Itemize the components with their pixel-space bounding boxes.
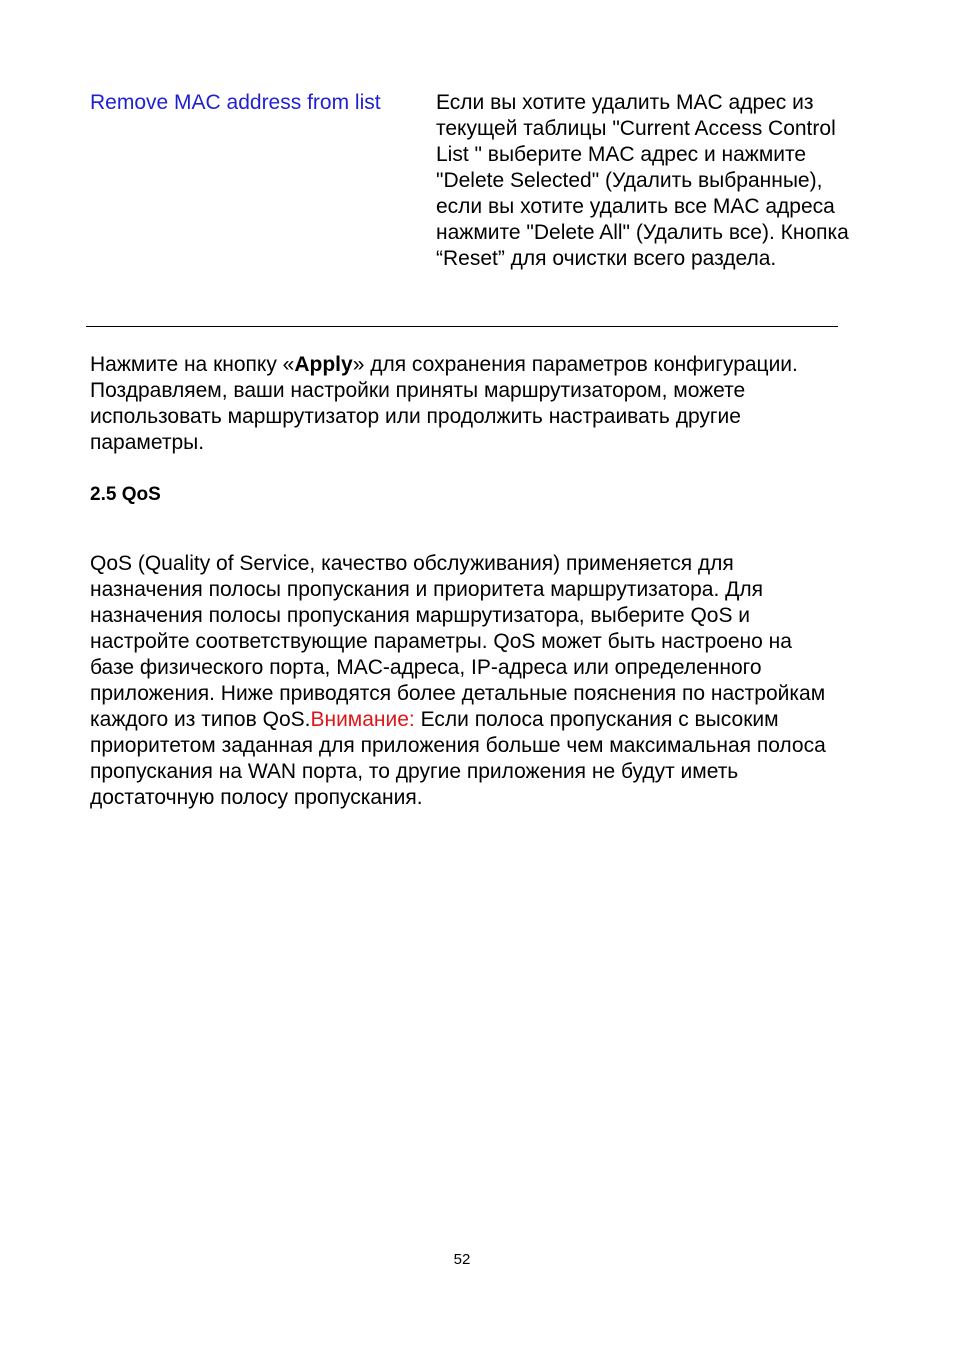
section-divider [86, 326, 838, 327]
apply-paragraph [90, 352, 840, 456]
page-number: 52 [453, 1251, 471, 1268]
apply-text-before: Нажмите на кнопку « [90, 353, 295, 376]
apply-button-name: Apply [294, 353, 353, 376]
definition-description: Если вы хотите удалить MAC адрес из текущей таблицы "Current Access Control List " выберите MAC адрес и нажмите "Delete Selected" (Удалить выбранные), если вы хотите удалить все MAC адреса нажмите "Delete All" (Удалить все). Кнопка “Reset” для очистки всего раздела. [436, 91, 849, 270]
warning-label: Внимание: [310, 708, 415, 731]
qos-text-after: Если полоса пропускания с высоким приоритетом заданная для приложения больше чем максимальная полоса пропускания на WAN порта, то другие приложения не будут иметь достаточную полосу пропускания. [90, 708, 826, 809]
definition-term: Remove MAC address from list [90, 91, 381, 114]
qos-paragraph [90, 551, 840, 811]
apply-text-after: » для сохранения параметров конфигурации. Поздравляем, ваши настройки приняты маршрутизатором, можете использовать маршрутизатор или продолжить настраивать другие параметры. [90, 353, 798, 454]
section-heading: 2.5 QoS [90, 484, 161, 505]
qos-text-before: QoS (Quality of Service, качество обслуживания) применяется для назначения полосы пропускания и приоритета маршрутизатора. Для назначения полосы пропускания маршрутизатора, выберите QoS и настройте соответствующие параметры. QoS может быть настроено на базе физического порта, MAC-адреса, IP-адреса или определенного приложения. Ниже приводятся более детальные пояснения по настройкам каждого из типов QoS. [90, 552, 826, 731]
